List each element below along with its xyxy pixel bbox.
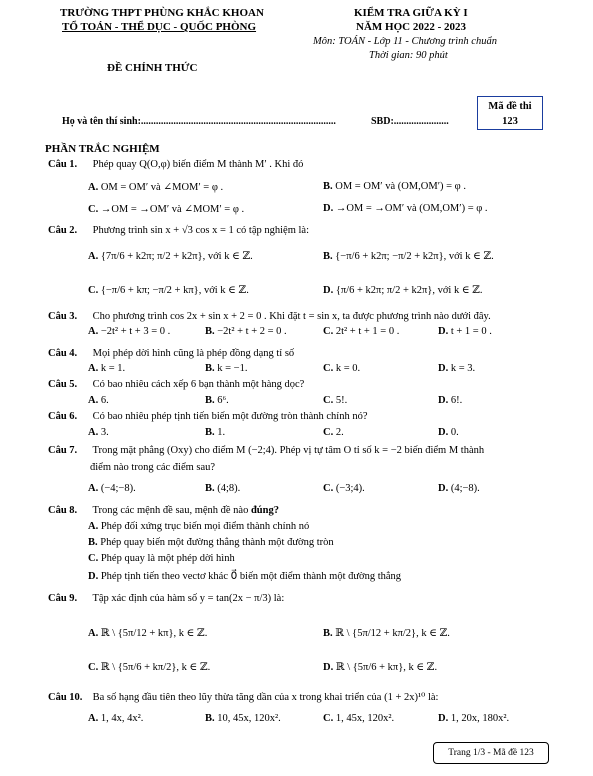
option-d (323, 661, 437, 673)
question-9 (48, 593, 284, 604)
school-year: NĂM HỌC 2022 - 2023 (356, 21, 466, 33)
option-d (438, 483, 480, 494)
question-text: Mọi phép dời hình cũng là phép đồng dạng tỉ số (92, 348, 295, 359)
option-letter: C. (323, 427, 336, 438)
question-text: Ba số hạng đầu tiên theo lũy thừa tăng dần của x trong khai triển của (1 + 2x)¹⁰ là: (92, 692, 439, 703)
option-text: Phép quay biến một đường thẳng thành một đường tròn (100, 537, 334, 548)
option-b (205, 326, 287, 337)
question-5 (48, 379, 304, 390)
question-label: Câu 1. (48, 159, 78, 170)
question-label: Câu 2. (48, 225, 78, 236)
option-text: 1. (217, 427, 226, 438)
option-text: Phép quay là một phép dời hình (100, 553, 235, 564)
option-c (323, 363, 360, 374)
option-letter: B. (205, 483, 218, 494)
time-line: Thời gian: 90 phút (369, 50, 448, 61)
question-4 (48, 348, 294, 359)
option-letter: C. (323, 326, 336, 337)
option-letter: A. (88, 483, 101, 494)
option-letter: B. (323, 628, 336, 639)
option-letter: A. (88, 521, 101, 532)
option-text: OM = OM′ và ∠MOM′ = φ . (100, 182, 224, 193)
option-d (323, 284, 483, 296)
option-letter: B. (205, 713, 218, 724)
option-c (323, 713, 394, 724)
option-a (88, 713, 143, 724)
option-text: 1, 20x, 180x². (450, 713, 510, 724)
question-3 (48, 311, 491, 322)
option-c (88, 661, 210, 673)
option-letter: D. (323, 662, 336, 673)
question-6 (48, 411, 368, 422)
question-text: Phép quay Q(O,φ) biến điểm M thành M′ . Khi đó (92, 159, 304, 170)
question-text-emphasis: đúng? (250, 505, 279, 516)
option-letter: A. (88, 427, 101, 438)
option-letter: D. (323, 285, 336, 296)
option-c (323, 326, 399, 337)
school-name: TRƯỜNG THPT PHÙNG KHẮC KHOAN (60, 7, 264, 19)
option-text: k = −1. (217, 363, 248, 374)
option-c (323, 427, 344, 438)
option-b (205, 427, 225, 438)
question-7 (48, 445, 484, 456)
question-10 (48, 691, 438, 703)
option-text: →OM = →OM′ và ∠MOM′ = φ . (100, 204, 245, 215)
option-a (88, 250, 253, 262)
option-text: 0. (450, 427, 459, 438)
option-letter: A. (88, 713, 101, 724)
option-letter: D. (438, 395, 451, 406)
option-letter: A. (88, 251, 101, 262)
option-c (323, 483, 365, 494)
option-text: 1, 4x, 4x². (100, 713, 144, 724)
option-text: t + 1 = 0 . (450, 326, 492, 337)
option-b (205, 363, 247, 374)
exam-code-value: 123 (502, 116, 518, 127)
sbd-line: SBD:...................... (371, 116, 449, 127)
question-text: Có bao nhiêu phép tịnh tiến biến một đường tròn thành chính nó? (92, 411, 368, 422)
option-b (323, 181, 466, 192)
option-letter: A. (88, 326, 101, 337)
option-a (88, 483, 136, 494)
option-c (88, 284, 249, 296)
option-text: ℝ \ {5π/6 + kπ/2}, k ∈ ℤ. (100, 662, 211, 673)
option-letter: A. (88, 628, 101, 639)
question-label: Câu 6. (48, 411, 78, 422)
question-1 (48, 159, 303, 170)
option-text: (−3;4). (335, 483, 365, 494)
option-text: {−π/6 + kπ; −π/2 + kπ}, với k ∈ ℤ. (100, 285, 249, 296)
question-text: Trong các mệnh đề sau, mệnh đề nào (92, 505, 251, 516)
option-letter: A. (88, 395, 101, 406)
department-name: TỔ TOÁN - THỂ DỤC - QUỐC PHÒNG (62, 21, 257, 33)
option-text: ℝ \ {5π/6 + kπ}, k ∈ ℤ. (335, 662, 438, 673)
option-letter: C. (323, 483, 336, 494)
option-a (88, 521, 309, 532)
option-letter: D. (438, 427, 451, 438)
question-text: Có bao nhiêu cách xếp 6 bạn thành một hàng dọc? (92, 379, 305, 390)
option-text: →OM = →OM′ và (OM,OM′) = φ . (335, 203, 488, 214)
option-letter: B. (323, 251, 336, 262)
question-text: Trong mặt phẳng (Oxy) cho điểm M (−2;4). Phép vị tự tâm O tỉ số k = −2 biến điểm M thành (92, 445, 485, 456)
option-letter: B. (88, 537, 101, 548)
option-text: 3. (100, 427, 109, 438)
option-letter: D. (438, 483, 451, 494)
option-text: 2t² + t + 1 = 0 . (335, 326, 400, 337)
option-d (323, 203, 488, 214)
option-letter: C. (88, 553, 101, 564)
option-text: k = 0. (335, 363, 361, 374)
option-text: −2t² + t + 2 = 0 . (217, 326, 287, 337)
option-text: 6!. (450, 395, 463, 406)
official-label: ĐỀ CHÍNH THỨC (107, 62, 198, 74)
option-text: (−4;−8). (100, 483, 136, 494)
option-letter: A. (88, 363, 101, 374)
option-text: Phép tịnh tiến theo vectơ khác 0⃗ biến một điểm thành một đường thẳng (100, 571, 402, 582)
option-letter: B. (323, 181, 336, 192)
option-b (323, 627, 450, 639)
option-a (88, 427, 109, 438)
option-letter: D. (323, 203, 336, 214)
question-7-continued: điểm nào trong các điểm sau? (90, 462, 216, 473)
page-footer: Trang 1/3 - Mã đề 123 (433, 742, 549, 764)
option-b (323, 250, 494, 262)
option-text: ℝ \ {5π/12 + kπ}, k ∈ ℤ. (100, 628, 208, 639)
option-d (438, 713, 509, 724)
option-text: 5!. (335, 395, 348, 406)
option-b (205, 713, 281, 724)
question-label: Câu 7. (48, 445, 78, 456)
option-d (88, 570, 401, 582)
option-c (88, 553, 235, 564)
question-text: Cho phương trình cos 2x + sin x + 2 = 0 . Khi đặt t = sin x, ta được phương trình nào dưới đây. (92, 311, 491, 322)
question-label: Câu 5. (48, 379, 78, 390)
option-d (438, 363, 475, 374)
section-title: PHẦN TRẮC NGHIỆM (45, 143, 160, 155)
question-text: Phương trình sin x + √3 cos x = 1 có tập nghiệm là: (92, 225, 309, 236)
option-text: 6. (100, 395, 109, 406)
option-letter: C. (88, 285, 101, 296)
option-text: 1, 45x, 120x². (335, 713, 395, 724)
option-text: ℝ \ {5π/12 + kπ/2}, k ∈ ℤ. (335, 628, 450, 639)
option-b (205, 395, 229, 406)
option-c (323, 395, 347, 406)
option-text: {7π/6 + k2π; π/2 + k2π}, với k ∈ ℤ. (100, 251, 253, 262)
option-letter: A. (88, 182, 101, 193)
option-letter: B. (205, 427, 218, 438)
option-text: Phép đối xứng trục biến mọi điểm thành chính nó (100, 521, 310, 532)
exam-code-box (477, 96, 543, 130)
option-letter: B. (205, 326, 218, 337)
option-text: k = 3. (450, 363, 476, 374)
option-letter: D. (88, 571, 101, 582)
option-letter: D. (438, 713, 451, 724)
option-text: {−π/6 + k2π; −π/2 + k2π}, với k ∈ ℤ. (335, 251, 494, 262)
option-c (88, 203, 244, 215)
option-letter: C. (88, 662, 101, 673)
option-d (438, 326, 492, 337)
option-a (88, 181, 223, 193)
option-text: 2. (335, 427, 344, 438)
question-label: Câu 3. (48, 311, 78, 322)
question-8 (48, 505, 279, 516)
option-letter: B. (205, 395, 218, 406)
option-a (88, 627, 207, 639)
option-letter: D. (438, 363, 451, 374)
option-text: −2t² + t + 3 = 0 . (100, 326, 171, 337)
option-text: k = 1. (100, 363, 126, 374)
option-text: (4;−8). (450, 483, 480, 494)
option-letter: B. (205, 363, 218, 374)
exam-code-label: Mã đề thi (488, 101, 532, 112)
question-2 (48, 225, 309, 236)
option-a (88, 363, 125, 374)
option-text: {π/6 + k2π; π/2 + k2π}, với k ∈ ℤ. (335, 285, 483, 296)
option-a (88, 326, 170, 337)
option-d (438, 427, 459, 438)
option-d (438, 395, 462, 406)
option-b (88, 537, 334, 548)
option-letter: D. (438, 326, 451, 337)
option-letter: C. (88, 204, 101, 215)
option-text: OM = OM′ và (OM,OM′) = φ . (335, 181, 466, 192)
option-letter: C. (323, 395, 336, 406)
question-label: Câu 8. (48, 505, 78, 516)
option-text: 10, 45x, 120x². (217, 713, 281, 724)
option-b (205, 483, 240, 494)
option-letter: C. (323, 713, 336, 724)
option-text: (4;8). (217, 483, 241, 494)
option-letter: C. (323, 363, 336, 374)
option-text: 6⁶. (217, 395, 229, 406)
question-text: Tập xác định của hàm số y = tan(2x − π/3) là: (92, 593, 285, 604)
subject-line: Môn: TOÁN - Lớp 11 - Chương trình chuẩn (313, 36, 497, 47)
student-name-line: Họ và tên thí sinh:.............................................................................. (62, 116, 336, 127)
option-a (88, 395, 109, 406)
question-label: Câu 10. (48, 692, 83, 703)
question-label: Câu 4. (48, 348, 78, 359)
question-label: Câu 9. (48, 593, 78, 604)
exam-title: KIỂM TRA GIỮA KỲ I (354, 7, 468, 19)
